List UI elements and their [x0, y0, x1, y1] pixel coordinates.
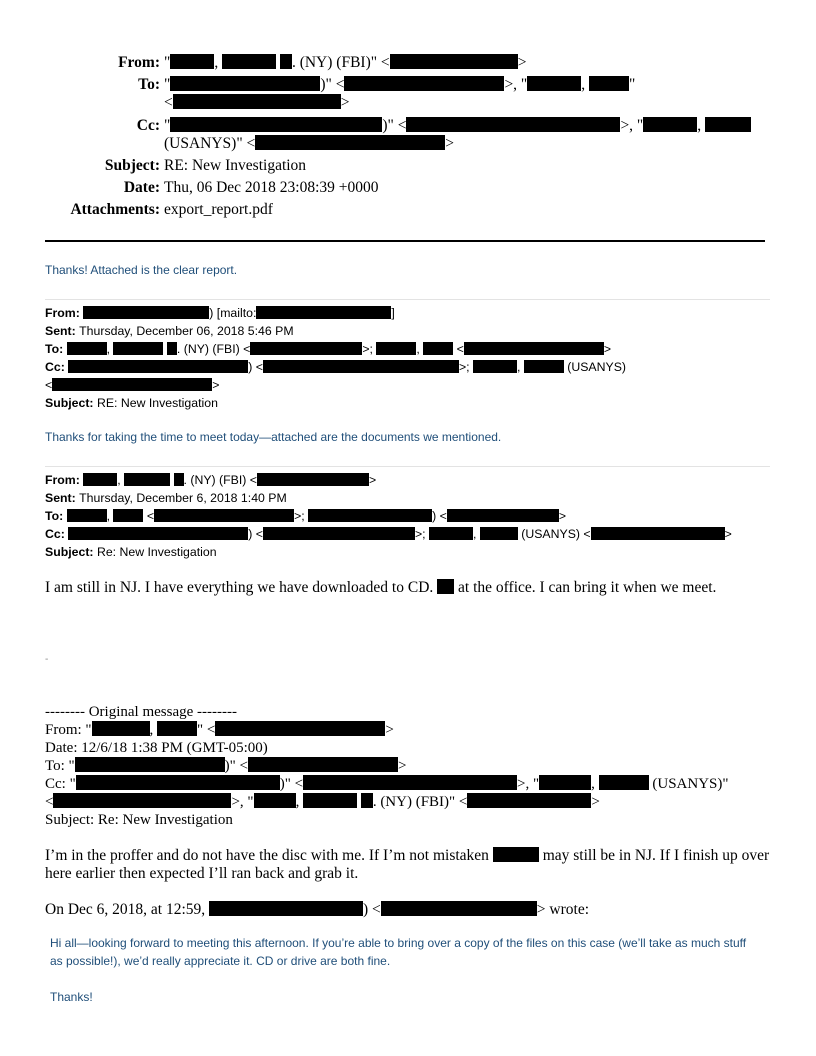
orig-subject: Subject: Re: New Investigation	[45, 812, 233, 828]
redaction	[83, 473, 117, 486]
redaction	[170, 76, 320, 91]
subject-label: Subject:	[104, 157, 160, 174]
redaction	[83, 306, 209, 319]
redaction	[643, 117, 697, 132]
orig-cc: Cc: " )" < >, " , (USANYS)"	[45, 776, 729, 792]
subject-value: RE: New Investigation	[164, 157, 307, 174]
to-value: " )" < >, " , "	[164, 76, 636, 93]
msg3-body: I am still in NJ. I have everything we have downloaded to CD. at the office. I can bring it when we meet.	[45, 579, 717, 596]
redaction	[170, 54, 214, 69]
redaction	[52, 378, 212, 391]
redaction	[599, 775, 649, 790]
redaction	[124, 473, 170, 486]
from-label: From:	[118, 54, 160, 71]
redaction	[390, 54, 518, 69]
redaction	[254, 793, 296, 808]
quoted-attribution: On Dec 6, 2018, at 12:59, ) < > wrote:	[45, 901, 590, 918]
redaction	[589, 76, 629, 91]
redaction	[157, 721, 197, 736]
redaction	[170, 117, 382, 132]
orig-to: To: " )" < >	[45, 758, 407, 774]
attachments-label: Attachments:	[70, 201, 160, 218]
redaction	[255, 135, 445, 150]
redaction	[256, 306, 391, 319]
orig-date: Date: 12/6/18 1:38 PM (GMT-05:00)	[45, 740, 268, 756]
date-value: Thu, 06 Dec 2018 23:08:39 +0000	[164, 179, 379, 196]
msg2-sent: Sent: Thursday, December 06, 2018 5:46 PM	[45, 324, 294, 338]
quoted-signoff: Thanks!	[50, 990, 93, 1004]
redaction	[76, 775, 280, 790]
msg2-to: To: , . (NY) (FBI) < >; , < >	[45, 342, 612, 356]
attachment-link[interactable]: export_report.pdf	[164, 201, 273, 218]
redaction	[174, 473, 184, 486]
redaction	[92, 721, 150, 736]
msg3-sent: Sent: Thursday, December 6, 2018 1:40 PM	[45, 491, 287, 505]
redaction	[473, 360, 517, 373]
redaction	[361, 793, 373, 808]
redaction	[480, 527, 518, 540]
redaction	[209, 901, 363, 916]
redaction	[447, 509, 559, 522]
msg2-cc: Cc: ) < >; , (USANYS)	[45, 360, 626, 374]
redaction	[464, 342, 604, 355]
redaction	[493, 847, 539, 862]
msg2-body: Thanks for taking the time to meet today—attached are the documents we mentioned.	[45, 430, 502, 444]
redaction	[154, 509, 294, 522]
redaction	[167, 342, 177, 355]
redaction	[303, 775, 517, 790]
msg3-to: To: , < >; ) < >	[45, 509, 566, 523]
redaction	[257, 473, 369, 486]
date-label: Date:	[123, 179, 160, 196]
msg2-subject: Subject: RE: New Investigation	[45, 396, 218, 410]
redaction	[248, 757, 398, 772]
msg2-from: From: ) [mailto: ]	[45, 306, 395, 320]
redaction	[280, 54, 292, 69]
redaction	[113, 342, 163, 355]
original-message-title: -------- Original message --------	[45, 704, 237, 720]
redaction	[67, 342, 107, 355]
cc-label: Cc:	[136, 117, 160, 134]
redaction	[705, 117, 751, 132]
redaction	[376, 342, 416, 355]
redaction	[591, 527, 725, 540]
redaction	[539, 775, 591, 790]
redaction	[222, 54, 276, 69]
redaction	[53, 793, 231, 808]
redaction	[429, 527, 473, 540]
redaction	[173, 94, 341, 109]
redaction	[215, 721, 385, 736]
msg3-cc: Cc: ) < >; , (USANYS) < >	[45, 527, 732, 541]
quoted-body: Hi all—looking forward to meeting this afternoon. If you’re able to bring over a copy of the files on this case (we’ll take as much stuff as possible!), we’d really appreciate it. CD or drive are both fine.	[50, 936, 747, 968]
msg3-subject: Subject: Re: New Investigation	[45, 545, 217, 559]
redaction	[68, 360, 248, 373]
redaction	[263, 527, 415, 540]
reply-body: Thanks! Attached is the clear report.	[45, 263, 238, 277]
redaction	[250, 342, 362, 355]
redaction	[68, 527, 248, 540]
cc-value-line2: (USANYS)" < >	[164, 135, 455, 152]
redaction	[75, 757, 225, 772]
redaction	[527, 76, 581, 91]
from-value: " , . (NY) (FBI)" < >	[164, 54, 527, 71]
to-value-line2: < >	[164, 94, 350, 111]
msg3-from: From: , . (NY) (FBI) < >	[45, 473, 377, 487]
redaction	[308, 509, 432, 522]
to-label: To:	[138, 76, 160, 93]
redaction	[423, 342, 453, 355]
redaction	[467, 793, 591, 808]
redaction	[524, 360, 564, 373]
redaction	[113, 509, 143, 522]
orig-body: I’m in the proffer and do not have the disc with me. If I’m not mistaken may still be in NJ. If I finish up over here earlier then expected I’ll ran back and grab it.	[45, 847, 770, 882]
msg2-cc-line2: < >	[45, 378, 220, 392]
cc-value: " )" < >, " ,	[164, 117, 751, 135]
message-divider	[45, 299, 770, 300]
redaction	[406, 117, 620, 132]
redaction	[303, 793, 357, 808]
redaction	[67, 509, 107, 522]
orig-from: From: " , " < >	[45, 722, 394, 738]
header-divider	[45, 240, 765, 242]
orig-cc-line2: < >, " , . (NY) (FBI)" < >	[45, 794, 600, 810]
message-divider	[45, 466, 770, 467]
redaction	[344, 76, 504, 91]
redaction	[437, 579, 454, 594]
separator-dash: -	[45, 654, 49, 665]
redaction	[381, 901, 537, 916]
redaction	[263, 360, 459, 373]
